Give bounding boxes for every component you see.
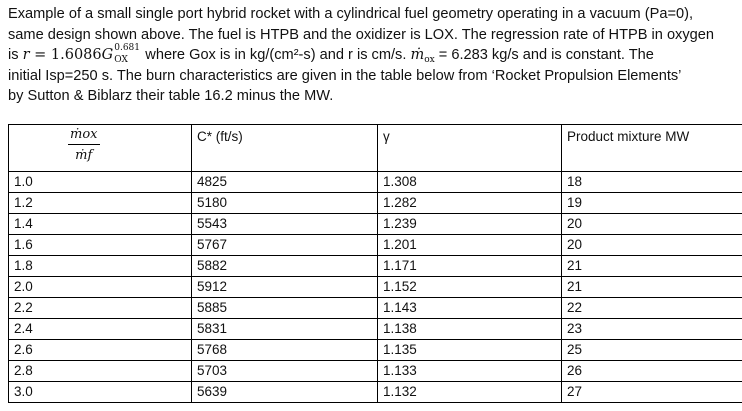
gamma-cell: 1.138 [378,319,562,340]
table-row [9,214,742,235]
mw-cell: 20 [562,214,742,235]
gamma-cell: 1.171 [378,256,562,277]
gamma-cell: 1.143 [378,298,562,319]
ratio-cell: 3.0 [9,382,192,403]
table-row [9,340,742,361]
table-row [9,382,742,403]
cstar-cell: 5543 [192,214,378,235]
mdot-symbol: ṁ [410,47,425,63]
cstar-cell: 5768 [192,340,378,361]
gamma-cell: 1.135 [378,340,562,361]
gamma-cell: 1.152 [378,277,562,298]
gamma-cell: 1.132 [378,382,562,403]
problem-line-2: same design shown above. The fuel is HTPB and the oxidizer is LOX. The regression rate of HTPB in oxygen [8,26,715,43]
mixture-ratio-fraction [68,127,100,163]
cstar-cell: 5639 [192,382,378,403]
ratio-cell: 2.0 [9,277,192,298]
mw-cell: 27 [562,382,742,403]
ratio-cell: 2.2 [9,298,192,319]
mw-cell: 26 [562,361,742,382]
cstar-cell: 5767 [192,235,378,256]
g-exponent-stack [113,43,141,65]
mw-cell: 21 [562,277,742,298]
cstar-header: C* (ft/s) [192,125,378,172]
mdot-ox-symbol [410,47,434,63]
cstar-cell: 5885 [192,298,378,319]
table-row [9,298,742,319]
table-row [9,277,742,298]
gamma-cell: 1.282 [378,193,562,214]
ratio-cell: 1.4 [9,214,192,235]
problem-line-4: initial Isp=250 s. The burn characteristics are given in the table below from ‘Rocket Propulsion Elements’ [8,67,682,84]
equals-coefficient: = 1.6086 [29,47,102,63]
cstar-cell: 5703 [192,361,378,382]
table-row [9,193,742,214]
table-row [9,319,742,340]
burn-characteristics-table [8,124,742,403]
mw-cell: 22 [562,298,742,319]
table-row [9,256,742,277]
units-text: where Gox is in kg/(cm²-s) and r is cm/s. [141,47,411,63]
problem-line-3 [8,45,734,66]
g-subscript: OX [114,55,128,65]
mw-cell: 19 [562,193,742,214]
gamma-cell: 1.133 [378,361,562,382]
g-symbol: G [101,47,114,63]
problem-line-5: by Sutton & Biblarz their table 16.2 minus the MW. [8,88,334,104]
mdot-subscript: ox [424,55,435,65]
cstar-cell: 5912 [192,277,378,298]
mw-cell: 23 [562,319,742,340]
ratio-cell: 1.2 [9,193,192,214]
mw-cell: 20 [562,235,742,256]
ratio-cell: 1.6 [9,235,192,256]
ratio-cell: 2.8 [9,361,192,382]
is-text: is [8,47,23,63]
gamma-cell: 1.201 [378,235,562,256]
ratio-cell: 2.6 [9,340,192,361]
mw-cell: 21 [562,256,742,277]
cstar-cell: 5180 [192,193,378,214]
mw-cell: 18 [562,172,742,193]
mdot-value-text: = 6.283 kg/s and is constant. The [434,47,654,63]
gamma-cell: 1.239 [378,214,562,235]
ratio-cell: 1.0 [9,172,192,193]
mixture-ratio-header [9,125,192,172]
mw-cell: 25 [562,340,742,361]
table-header-row [9,125,742,172]
ratio-numerator: ṁox [68,127,100,145]
problem-statement [8,4,734,107]
ratio-cell: 1.8 [9,256,192,277]
problem-line-1: Example of a small single port hybrid rocket with a cylindrical fuel geometry operating in a vacuum (Pa=0), [8,6,694,22]
table-row [9,361,742,382]
r-symbol: r [22,47,30,63]
gamma-cell: 1.308 [378,172,562,193]
g-exponent: 0.681 [114,43,140,53]
table-row [9,172,742,193]
ratio-cell: 2.4 [9,319,192,340]
table-row [9,235,742,256]
mw-header: Product mixture MW [562,125,742,172]
regression-rate-equation [22,43,142,65]
cstar-cell: 5831 [192,319,378,340]
ratio-denominator: ṁf [75,148,93,163]
gamma-header: γ [378,125,562,172]
cstar-cell: 5882 [192,256,378,277]
cstar-cell: 4825 [192,172,378,193]
